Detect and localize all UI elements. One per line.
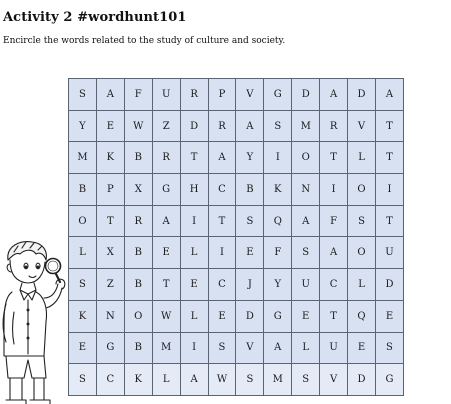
grid-cell[interactable]: Y [264, 269, 292, 301]
grid-cell[interactable]: C [208, 174, 236, 206]
grid-cell[interactable]: T [320, 300, 348, 332]
grid-cell[interactable]: U [292, 269, 320, 301]
grid-cell[interactable]: G [152, 174, 180, 206]
grid-row [69, 79, 404, 111]
grid-cell[interactable]: A [180, 364, 208, 396]
grid-cell[interactable]: P [96, 174, 124, 206]
grid-row [69, 205, 404, 237]
grid-cell[interactable]: G [264, 300, 292, 332]
grid-cell[interactable]: V [320, 364, 348, 396]
grid-cell[interactable]: D [375, 269, 403, 301]
grid-row [69, 300, 404, 332]
grid-cell[interactable]: A [264, 332, 292, 364]
grid-cell[interactable]: S [69, 79, 97, 111]
activity-title: Activity 2 #wordhunt101 [3, 10, 187, 25]
grid-row [69, 142, 404, 174]
grid-cell[interactable]: L [348, 142, 376, 174]
grid-cell[interactable]: E [180, 269, 208, 301]
grid-cell[interactable]: Z [96, 269, 124, 301]
grid-cell[interactable]: F [320, 205, 348, 237]
grid-cell[interactable]: K [124, 364, 152, 396]
grid-cell[interactable]: D [348, 79, 376, 111]
grid-cell[interactable]: I [208, 237, 236, 269]
grid-cell[interactable]: T [375, 205, 403, 237]
word-search-grid-body [69, 79, 404, 396]
grid-cell[interactable]: T [320, 142, 348, 174]
grid-cell[interactable]: A [320, 79, 348, 111]
grid-cell[interactable]: T [208, 205, 236, 237]
grid-cell[interactable]: O [348, 237, 376, 269]
grid-cell[interactable]: A [292, 205, 320, 237]
grid-cell[interactable]: S [236, 364, 264, 396]
grid-cell[interactable]: U [320, 332, 348, 364]
grid-cell[interactable]: B [124, 332, 152, 364]
grid-row [69, 269, 404, 301]
grid-cell[interactable]: Q [348, 300, 376, 332]
grid-cell[interactable]: V [236, 332, 264, 364]
grid-cell[interactable]: V [348, 110, 376, 142]
grid-cell[interactable]: S [208, 332, 236, 364]
grid-cell[interactable]: R [124, 205, 152, 237]
grid-cell[interactable]: D [292, 79, 320, 111]
grid-cell[interactable]: P [208, 79, 236, 111]
grid-cell[interactable]: W [152, 300, 180, 332]
grid-cell[interactable]: S [236, 205, 264, 237]
grid-cell[interactable]: I [320, 174, 348, 206]
grid-cell[interactable]: A [375, 79, 403, 111]
grid-cell[interactable]: G [96, 332, 124, 364]
grid-cell[interactable]: S [264, 110, 292, 142]
grid-cell[interactable]: A [208, 142, 236, 174]
grid-cell[interactable]: E [348, 332, 376, 364]
grid-cell[interactable]: G [264, 79, 292, 111]
grid-cell[interactable]: A [152, 205, 180, 237]
word-search-grid-container [68, 78, 404, 395]
grid-row [69, 332, 404, 364]
grid-cell[interactable]: O [124, 300, 152, 332]
grid-cell[interactable]: A [96, 79, 124, 111]
grid-cell[interactable]: T [375, 110, 403, 142]
grid-cell[interactable]: R [180, 79, 208, 111]
grid-cell[interactable]: Z [152, 110, 180, 142]
grid-cell[interactable]: E [208, 300, 236, 332]
grid-cell[interactable]: L [69, 237, 97, 269]
grid-cell[interactable]: S [69, 364, 97, 396]
grid-cell[interactable]: X [96, 237, 124, 269]
grid-row [69, 174, 404, 206]
grid-cell[interactable]: B [69, 174, 97, 206]
grid-cell[interactable]: X [124, 174, 152, 206]
grid-cell[interactable]: D [348, 364, 376, 396]
grid-cell[interactable]: M [152, 332, 180, 364]
word-search-grid [68, 78, 404, 396]
grid-cell[interactable]: S [348, 205, 376, 237]
grid-cell[interactable]: R [320, 110, 348, 142]
grid-cell[interactable]: B [236, 174, 264, 206]
grid-cell[interactable]: L [180, 300, 208, 332]
grid-cell[interactable]: M [264, 364, 292, 396]
grid-cell[interactable]: M [292, 110, 320, 142]
grid-cell[interactable]: L [180, 237, 208, 269]
grid-cell[interactable]: O [348, 174, 376, 206]
grid-cell[interactable]: E [375, 300, 403, 332]
grid-cell[interactable]: V [236, 79, 264, 111]
grid-cell[interactable]: B [124, 237, 152, 269]
instructions-text: Encircle the words related to the study of culture and society. [3, 36, 286, 46]
grid-cell[interactable]: T [96, 205, 124, 237]
grid-cell[interactable]: L [152, 364, 180, 396]
grid-row [69, 110, 404, 142]
grid-cell[interactable]: E [69, 332, 97, 364]
grid-cell[interactable]: A [320, 237, 348, 269]
grid-cell[interactable]: N [96, 300, 124, 332]
boy-with-magnifying-glass-icon [0, 238, 74, 404]
grid-cell[interactable]: C [96, 364, 124, 396]
grid-cell[interactable]: O [292, 142, 320, 174]
grid-cell[interactable]: T [152, 269, 180, 301]
grid-cell[interactable]: U [152, 79, 180, 111]
grid-cell[interactable]: T [180, 142, 208, 174]
grid-cell[interactable]: K [69, 300, 97, 332]
grid-cell[interactable]: G [375, 364, 403, 396]
grid-cell[interactable]: E [152, 237, 180, 269]
grid-cell[interactable]: D [236, 300, 264, 332]
grid-row [69, 364, 404, 396]
grid-cell[interactable]: B [124, 269, 152, 301]
grid-cell[interactable]: A [236, 110, 264, 142]
grid-cell[interactable]: N [292, 174, 320, 206]
grid-cell[interactable]: K [96, 142, 124, 174]
grid-cell[interactable]: J [236, 269, 264, 301]
grid-cell[interactable]: U [375, 237, 403, 269]
grid-cell[interactable]: L [292, 332, 320, 364]
grid-cell[interactable]: T [375, 142, 403, 174]
grid-cell[interactable]: I [264, 142, 292, 174]
grid-cell[interactable]: Y [236, 142, 264, 174]
grid-cell[interactable]: K [264, 174, 292, 206]
grid-cell[interactable]: I [180, 332, 208, 364]
grid-cell[interactable]: M [69, 142, 97, 174]
grid-cell[interactable]: D [180, 110, 208, 142]
grid-cell[interactable]: S [292, 237, 320, 269]
grid-cell[interactable]: E [292, 300, 320, 332]
grid-cell[interactable]: R [152, 142, 180, 174]
grid-cell[interactable]: C [320, 269, 348, 301]
grid-cell[interactable]: O [69, 205, 97, 237]
grid-cell[interactable]: Q [264, 205, 292, 237]
grid-cell[interactable]: R [208, 110, 236, 142]
grid-cell[interactable]: H [180, 174, 208, 206]
grid-cell[interactable]: S [69, 269, 97, 301]
grid-cell[interactable]: E [96, 110, 124, 142]
grid-cell[interactable]: S [375, 332, 403, 364]
grid-cell[interactable]: I [180, 205, 208, 237]
grid-cell[interactable]: L [348, 269, 376, 301]
grid-cell[interactable]: S [292, 364, 320, 396]
grid-row [69, 237, 404, 269]
grid-cell[interactable]: Y [69, 110, 97, 142]
grid-cell[interactable]: F [124, 79, 152, 111]
grid-cell[interactable]: B [124, 142, 152, 174]
grid-cell[interactable]: W [208, 364, 236, 396]
grid-cell[interactable]: C [208, 269, 236, 301]
grid-cell[interactable]: I [375, 174, 403, 206]
grid-cell[interactable]: E [236, 237, 264, 269]
grid-cell[interactable]: W [124, 110, 152, 142]
grid-cell[interactable]: F [264, 237, 292, 269]
